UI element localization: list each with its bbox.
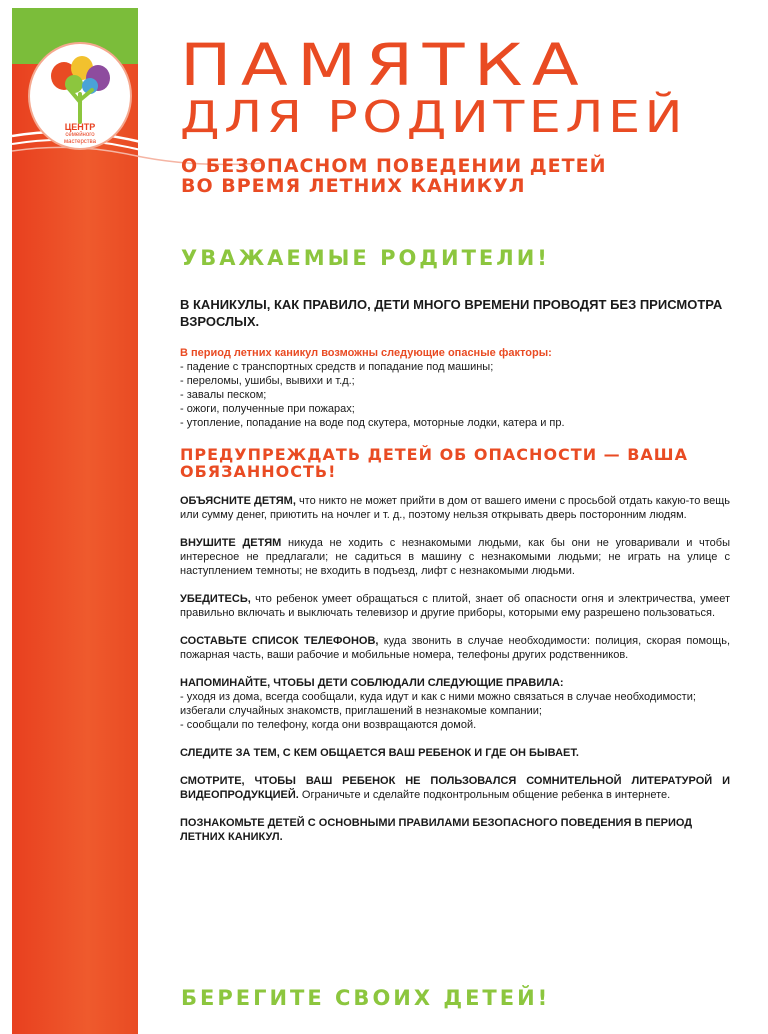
watch-text: СЛЕДИТЕ ЗА ТЕМ, С КЕМ ОБЩАЕТСЯ ВАШ РЕБЕНОК И ГДЕ ОН БЫВАЕТ.	[180, 747, 579, 759]
logo-text	[30, 122, 130, 146]
rules-block	[180, 676, 730, 732]
factor-item: - завалы песком;	[180, 389, 267, 401]
acquaint-text: ПОЗНАКОМЬТЕ ДЕТЕЙ С ОСНОВНЫМИ ПРАВИЛАМИ БЕЗОПАСНОГО ПОВЕДЕНИЯ В ПЕРИОД ЛЕТНИХ КАНИКУЛ.	[180, 817, 693, 843]
main-content	[180, 296, 730, 858]
intro-text: В КАНИКУЛЫ, КАК ПРАВИЛО, ДЕТИ МНОГО ВРЕМЕНИ ПРОВОДЯТ БЕЗ ПРИСМОТРА ВЗРОСЛЫХ.	[180, 297, 723, 329]
greeting: УВАЖАЕМЫЕ РОДИТЕЛИ!	[181, 246, 550, 270]
title-line2: ДЛЯ РОДИТЕЛЕЙ	[180, 92, 688, 143]
paragraph-lead: СМОТРИТЕ, ЧТОБЫ ВАШ РЕБЕНОК НЕ ПОЛЬЗОВАЛСЯ СОМНИТЕЛЬНОЙ ЛИТЕРАТУРОЙ И ВИДЕОПРОДУКЦИЕЙ.	[180, 775, 730, 801]
paragraph-explain	[180, 494, 730, 522]
warning-heading: ПРЕДУПРЕЖДАТЬ ДЕТЕЙ ОБ ОПАСНОСТИ — ВАША ОБЯЗАННОСТЬ!	[180, 445, 688, 481]
paragraph-text: куда звонить в случае необходимости: полиция, скорая помощь, пожарная часть, ваши рабочие и мобильные номера, телефоны других родственников.	[180, 635, 731, 661]
factor-item: - ожоги, полученные при пожарах;	[180, 403, 355, 415]
paragraph-lead: СОСТАВЬТЕ СПИСОК ТЕЛЕФОНОВ,	[180, 635, 379, 647]
paragraph-phones	[180, 634, 730, 662]
paragraph-text: что ребенок умеет обращаться с плитой, знает об опасности огня и электричества, умеет правильно включать и выключать телевизор и другие приборы, которыми ему разрешено пользоваться.	[180, 593, 730, 619]
page-title	[180, 31, 740, 143]
logo-line1: ЦЕНТР	[64, 122, 96, 132]
logo-line2: семейного	[65, 132, 95, 138]
paragraph-lead: ВНУШИТЕ ДЕТЯМ	[180, 537, 282, 549]
paragraph-literature	[180, 774, 730, 802]
paragraph-text: что никто не может прийти в дом от вашего имени с просьбой отдать какую-то вещь или сумму денег, приютить на ночлег и т. д., поэтому нельзя открывать дверь посторонним людям.	[180, 495, 730, 521]
rule-item: избегали случайных знакомств, приглашений в незнакомые компании;	[180, 705, 542, 717]
subtitle-line2: ВО ВРЕМЯ ЛЕТНИХ КАНИКУЛ	[181, 175, 526, 197]
paragraph-lead: УБЕДИТЕСЬ,	[180, 593, 251, 605]
rule-item: - уходя из дома, всегда сообщали, куда идут и как с ними можно связаться в случае необходимости;	[180, 691, 696, 703]
tree-hands-icon	[44, 54, 116, 124]
paragraph-ensure	[180, 592, 730, 620]
logo	[30, 44, 130, 148]
paragraph-instill	[180, 536, 730, 578]
factor-item: - переломы, ушибы, вывихи и т.д.;	[180, 375, 355, 387]
paragraph-text: никуда не ходить с незнакомыми людьми, как бы они не уговаривали и чтобы интересное не предлагали; не садиться в машину с незнакомыми людьми; не играть на улице с наступлением темноты; не входить в подъезд, лифт с незнакомыми людьми.	[180, 537, 731, 577]
factors-heading: В период летних каникул возможны следующие опасные факторы:	[180, 347, 552, 359]
factor-item: - утопление, попадание на воде под скутера, моторные лодки, катера и пр.	[180, 417, 565, 429]
paragraph-text: Ограничьте и сделайте подконтрольным общение ребенка в интернете.	[298, 789, 671, 801]
factor-item: - падение с транспортных средств и попадание под машины;	[180, 361, 494, 373]
logo-line3: мастерства	[63, 139, 97, 145]
subtitle-line1: О БЕЗОПАСНОМ ПОВЕДЕНИИ ДЕТЕЙ	[181, 155, 607, 177]
rules-heading: НАПОМИНАЙТЕ, ЧТОБЫ ДЕТИ СОБЛЮДАЛИ СЛЕДУЮЩИЕ ПРАВИЛА:	[180, 677, 564, 689]
rule-item: - сообщали по телефону, когда они возвращаются домой.	[180, 719, 477, 731]
footer-slogan: БЕРЕГИТЕ СВОИХ ДЕТЕЙ!	[181, 986, 551, 1010]
left-stripe-red	[12, 64, 138, 1034]
paragraph-lead: ОБЪЯСНИТЕ ДЕТЯМ,	[180, 495, 296, 507]
page-subtitle	[181, 156, 741, 196]
title-line1: ПАМЯТКА	[180, 31, 589, 99]
